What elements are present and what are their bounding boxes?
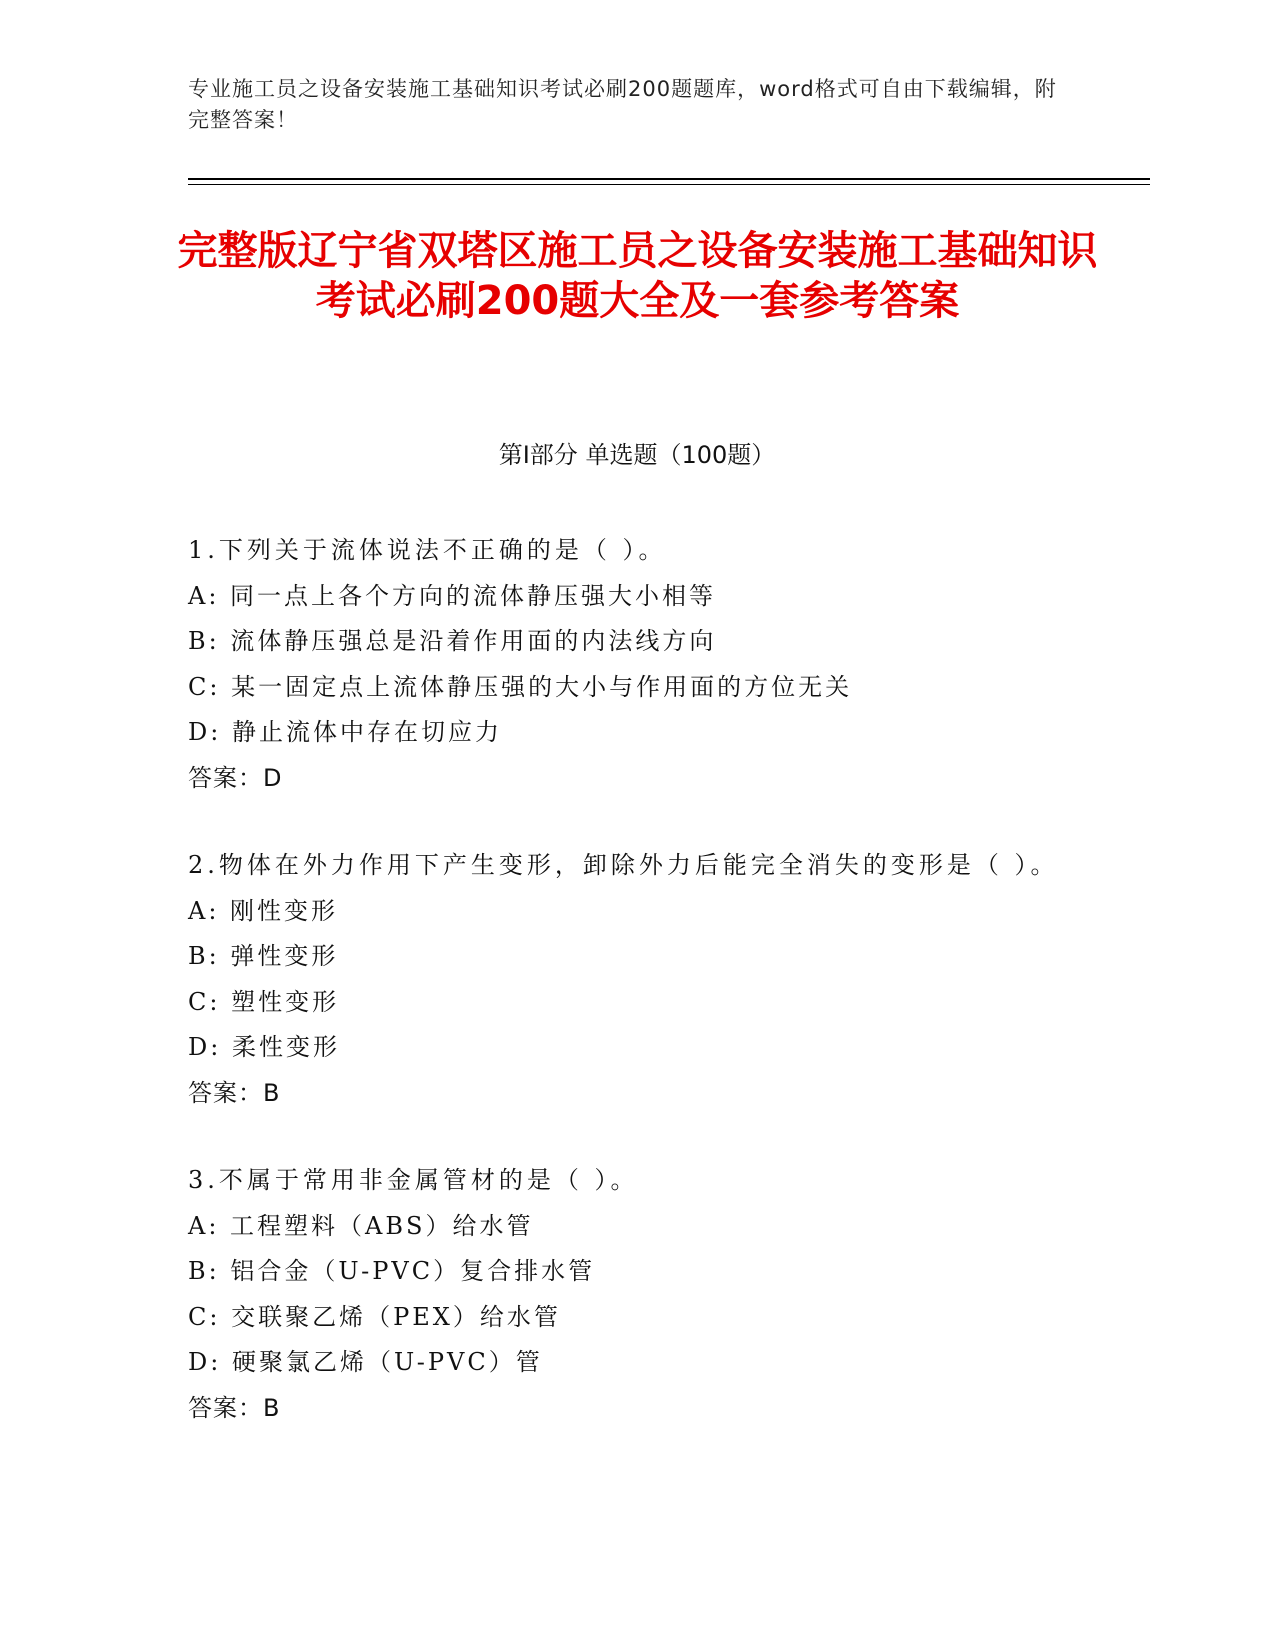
question-3 <box>188 1158 1078 1431</box>
option-d: D: 硬聚氯乙烯（U-PVC）管 <box>188 1348 543 1376</box>
question-stem: 1.下列关于流体说法不正确的是（ ）。 <box>188 536 667 564</box>
section-title: 第I部分 单选题（100题） <box>498 441 776 469</box>
question-2 <box>188 843 1078 1116</box>
option-a: A: 刚性变形 <box>188 896 339 925</box>
answer: 答案：B <box>188 1078 281 1107</box>
answer: 答案：B <box>188 1393 281 1422</box>
option-a: A: 工程塑料（ABS）给水管 <box>188 1211 534 1240</box>
option-d: D: 柔性变形 <box>188 1033 340 1061</box>
option-a: A: 同一点上各个方向的流体静压强大小相等 <box>188 581 717 610</box>
header-note: 专业施工员之设备安装施工基础知识考试必刷200题题库，word格式可自由下载编辑，附完整答案！ <box>188 77 1057 132</box>
option-c: C: 某一固定点上流体静压强的大小与作用面的方位无关 <box>188 672 853 701</box>
option-b: B: 流体静压强总是沿着作用面的内法线方向 <box>188 627 717 655</box>
question-stem: 3.不属于常用非金属管材的是（ ）。 <box>188 1166 639 1194</box>
question-1 <box>188 528 1078 801</box>
option-b: B: 弹性变形 <box>188 942 339 970</box>
option-b: B: 铝合金（U-PVC）复合排水管 <box>188 1257 596 1285</box>
answer: 答案：D <box>188 763 283 792</box>
question-list <box>188 528 1078 1473</box>
option-d: D: 静止流体中存在切应力 <box>188 718 502 746</box>
header-divider-thick <box>188 178 1150 180</box>
document-title: 完整版辽宁省双塔区施工员之设备安装施工基础知识考试必刷200题大全及一套参考答案 <box>177 228 1098 324</box>
option-c: C: 交联聚乙烯（PEX）给水管 <box>188 1302 561 1331</box>
option-c: C: 塑性变形 <box>188 987 340 1016</box>
header-divider-thin <box>188 184 1150 185</box>
question-stem: 2.物体在外力作用下产生变形，卸除外力后能完全消失的变形是（ ）。 <box>188 851 1059 879</box>
